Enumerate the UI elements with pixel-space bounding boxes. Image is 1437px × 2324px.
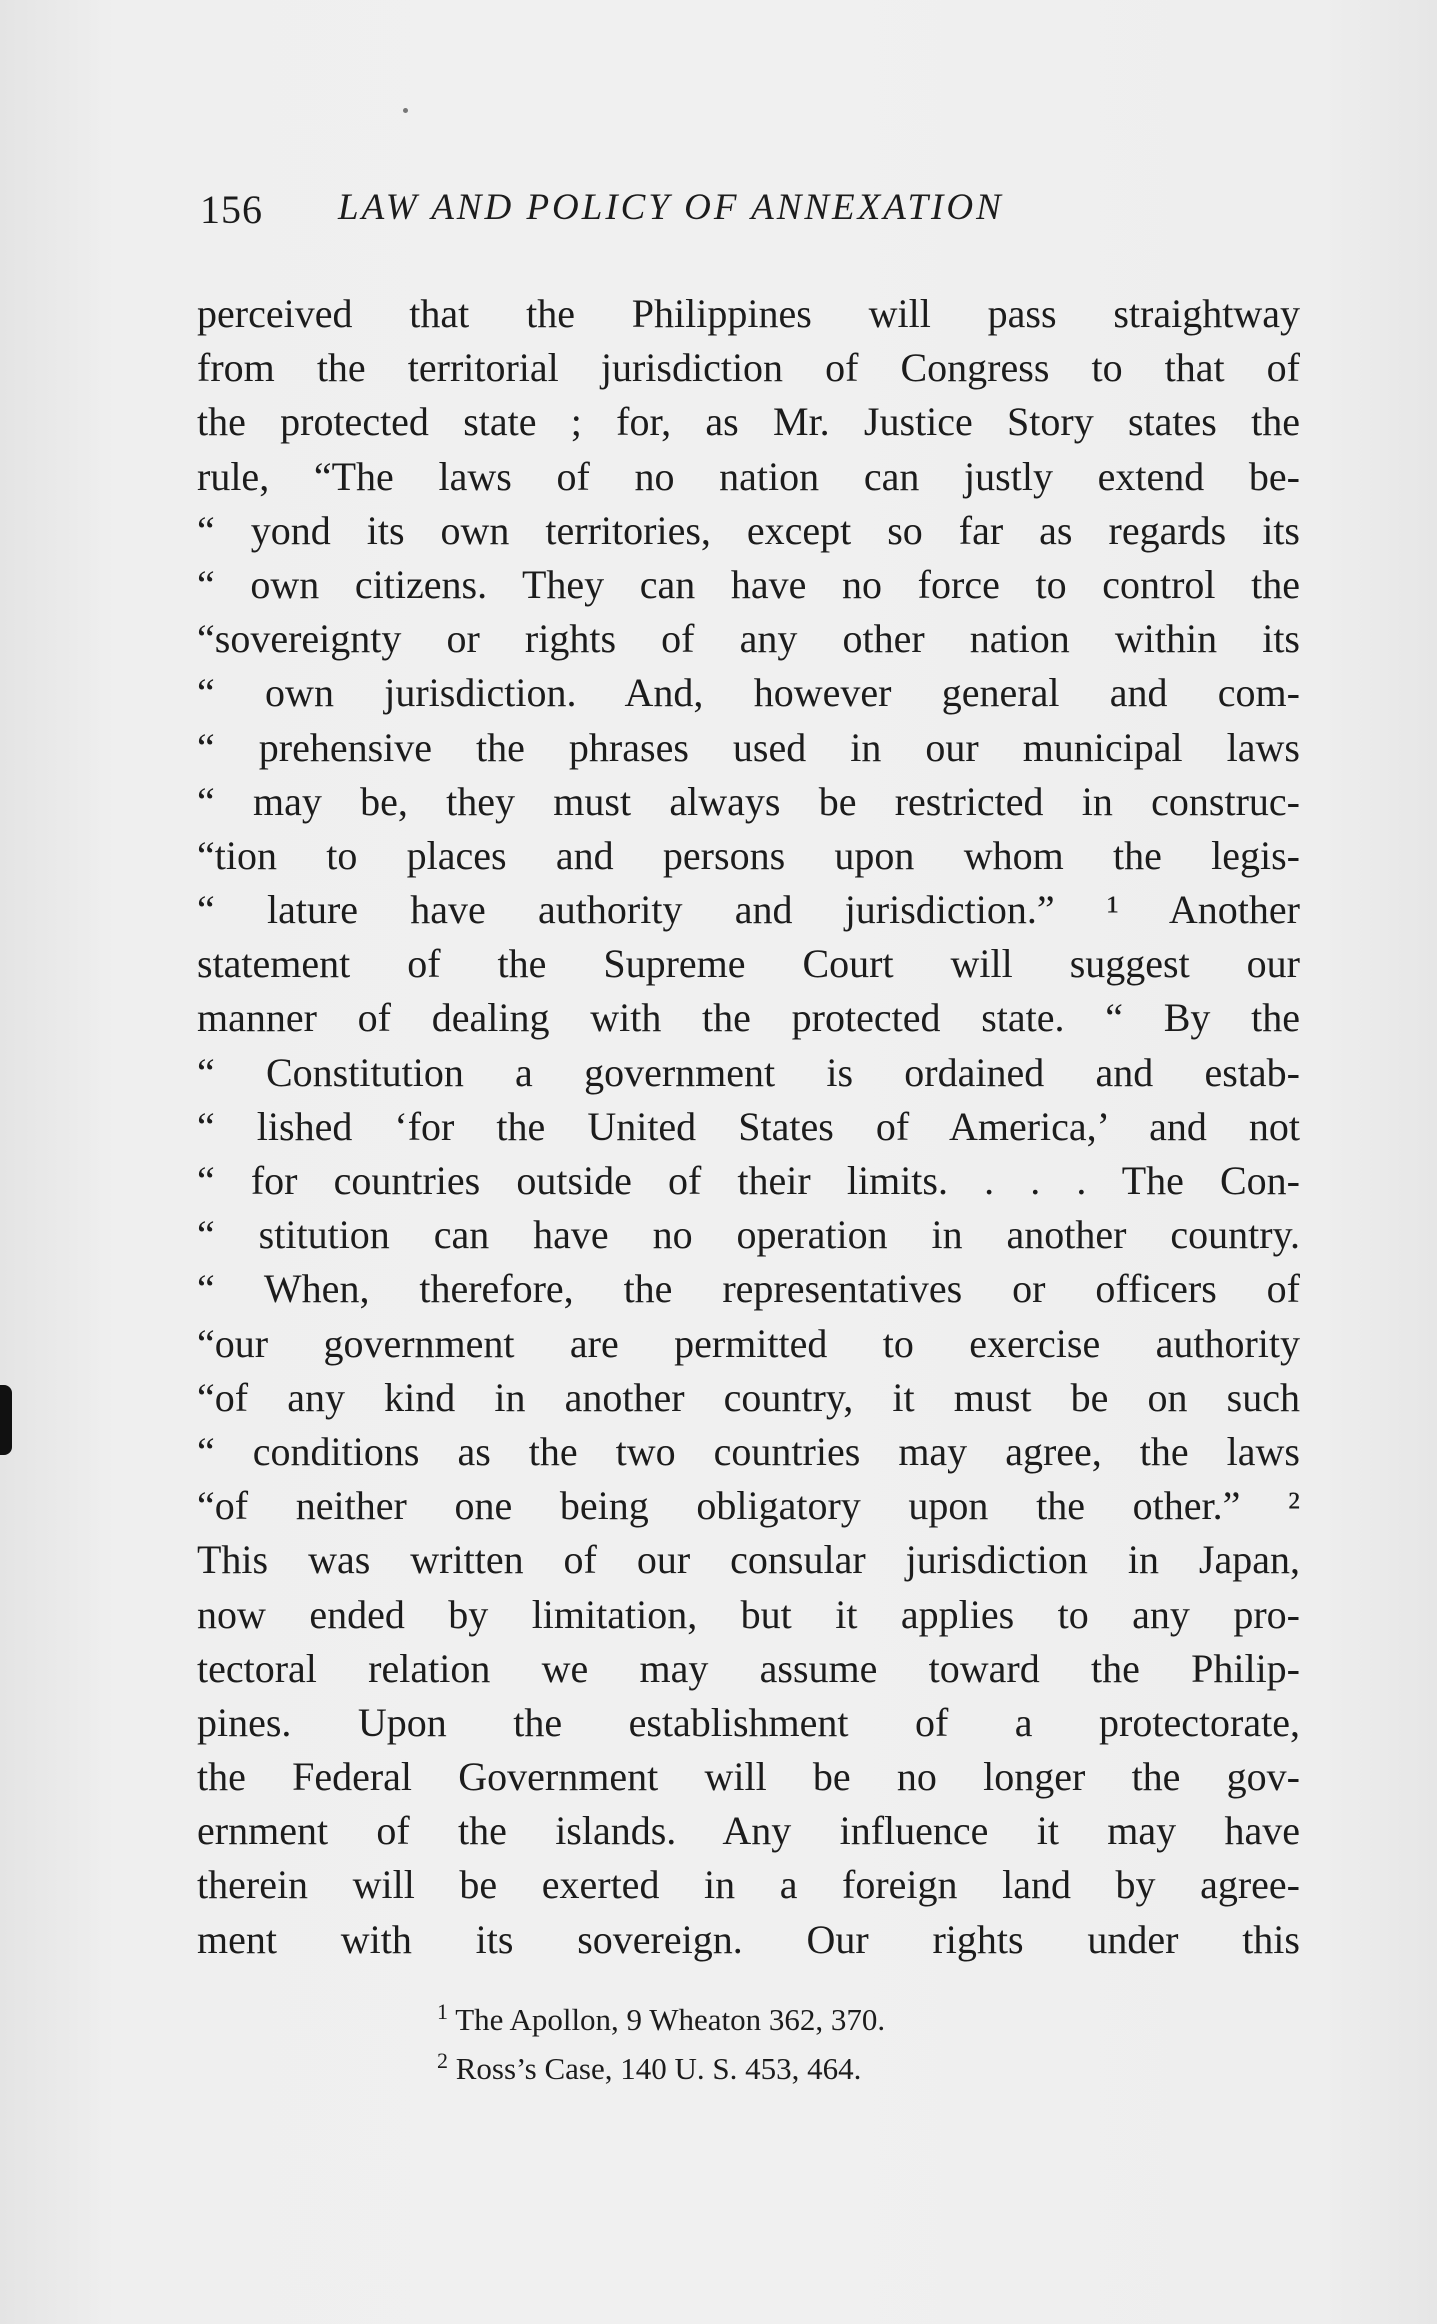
page-edge-mark [0,1385,12,1455]
text-line: perceived that the Philippines will pass straightway [197,291,1300,336]
text-line: therein will be exerted in a foreign land by agree- [197,1862,1300,1908]
text-line: the protected state ; for, as Mr. Justice Story states the [197,399,1300,445]
text-line: “tion to places and persons upon whom the legis- [197,832,1300,878]
text-line: This was written of our consular jurisdiction in Japan, [197,1537,1300,1583]
footnote-marker: 1 [437,1999,448,2024]
text-line: statement of the Supreme Court will suggest our [197,941,1300,987]
footnote-text: Ross’s Case, 140 U. S. 453, 464. [455,2051,862,2086]
text-line: “ stitution can have no operation in another country. [197,1212,1300,1258]
text-line: tectoral relation we may assume toward the Philip- [197,1645,1300,1691]
text-line: “our government are permitted to exercise authority [197,1320,1300,1366]
text-line: ment with its sovereign. Our rights under this [197,1916,1300,1962]
text-line: manner of dealing with the protected state. “ By the [197,995,1300,1041]
text-line: pines. Upon the establishment of a protectorate, [197,1699,1300,1745]
text-line: the Federal Government will be no longer the gov- [197,1754,1300,1800]
text-line: “of any kind in another country, it must be on such [197,1374,1300,1420]
text-line: “of neither one being obligatory upon the other.” ² [197,1483,1300,1529]
text-line: from the territorial jurisdiction of Congress to that of [197,345,1300,391]
text-line: “ conditions as the two countries may agree, the laws [197,1428,1300,1474]
text-line: now ended by limitation, but it applies to any pro- [197,1591,1300,1637]
text-line: ernment of the islands. Any influence it may have [197,1808,1300,1854]
text-line: “ lished ‘for the United States of America,’ and not [197,1103,1300,1149]
footnote [437,2044,1137,2093]
text-line: “ Constitution a government is ordained and estab- [197,1049,1300,1095]
footnote-text: The Apollon, 9 Wheaton 362, 370. [455,2002,886,2037]
page-speck [403,108,408,113]
text-line: rule, “The laws of no nation can justly extend be- [197,453,1300,499]
text-line: “ own citizens. They can have no force to control the [197,561,1300,607]
footnote-marker: 2 [437,2048,448,2073]
body-text [197,287,1300,1967]
footnote [437,1995,1137,2044]
page-number: 156 [200,187,263,232]
text-line: “ prehensive the phrases used in our municipal laws [197,724,1300,770]
page-header [200,186,1200,236]
text-line: “sovereignty or rights of any other nation within its [197,616,1300,662]
text-line: “ lature have authority and jurisdiction.” ¹ Another [197,887,1300,933]
text-line: “ may be, they must always be restricted in construc- [197,778,1300,824]
footnotes [437,1995,1137,2093]
running-head: LAW AND POLICY OF ANNEXATION [338,187,1004,228]
text-line: “ yond its own territories, except so far as regards its [197,507,1300,553]
text-line: “ own jurisdiction. And, however general and com- [197,670,1300,716]
text-line: “ for countries outside of their limits. . . . The Con- [197,1158,1300,1203]
text-line: “ When, therefore, the representatives or officers of [197,1266,1300,1312]
